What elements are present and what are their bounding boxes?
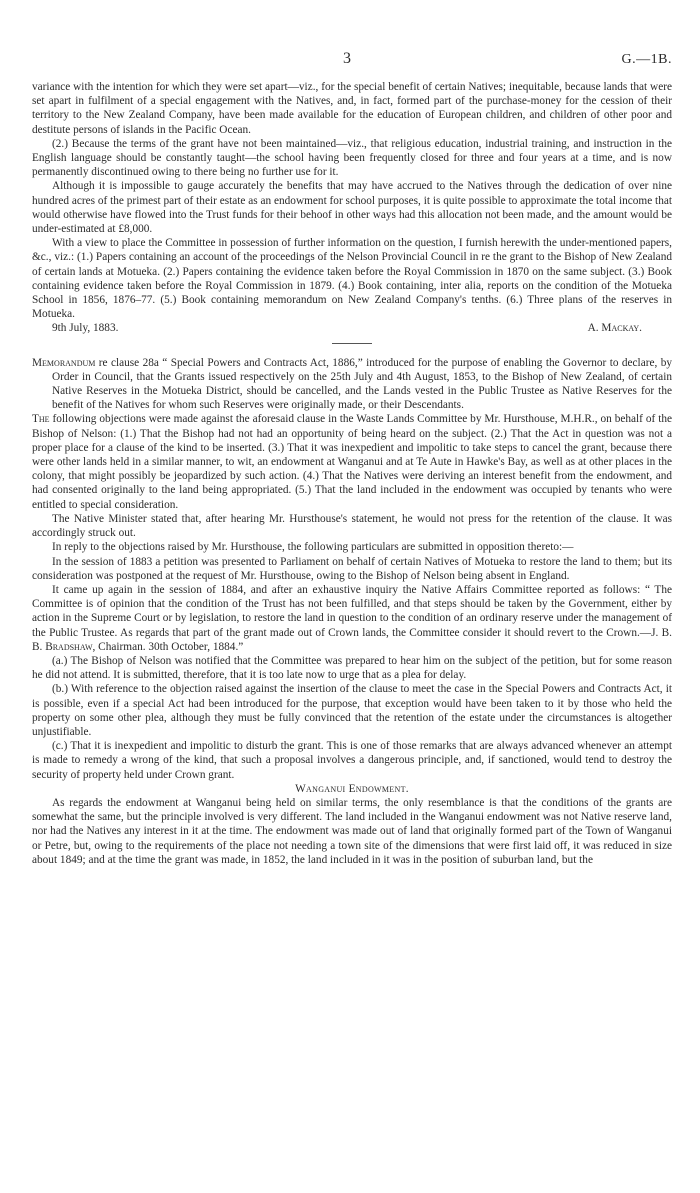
signoff-date: 9th July, 1883. <box>52 322 119 335</box>
paragraph-benefits: Although it is impossible to gauge accurately the benefits that may have accrued to the Natives through the dedication of over nine hundred acres of the primest part of their estate as an endowment for school purposes, it is quite possible to approximate the total income that would otherwise have flowed into the Trust funds for their behoof in other ways had this allocation not been made, and the amount would be under-estimated at £8,000. <box>32 180 672 236</box>
paragraph-variance: variance with the intention for which they were set apart—viz., for the special benefit of certain Natives; inequitable, because lands that were set apart in fulfilment of a special engagement with the Natives, and, in fact, formed part of the purchase-money for the cession of their territory to the New Zealand Company, have been made available for the education of European children, and children of other poor and destitute persons of islands in the Pacific Ocean. <box>32 81 672 136</box>
paragraph-objections <box>32 412 672 511</box>
session-1884-end: , Chairman. 30th October, 1884.” <box>92 640 244 653</box>
paragraph-wanganui: As regards the endowment at Wanganui being held on similar terms, the only resemblance is that the conditions of the grants are somewhat the same, but the principle involved is very different. The land included in the Wanganui endowment was not Native reserve land, nor had the Natives any interest in it at the time. The endowment was made out of land that originally formed part of the Town of Wanganui or Petre, but, owing to the requirements of the place not needing a town site of the dimensions that were first laid off, it was reduced in size about 1849; and at the time the grant was made, in 1852, the land included in it was in the position of suburban land, but the <box>32 796 672 866</box>
signoff <box>32 321 672 335</box>
signoff-signature: A. Mackay. <box>587 322 642 335</box>
paragraph-session-1883: In the session of 1883 a petition was presented to Parliament on behalf of certain Natives of Motueka to restore the land to them; but its consideration was postponed at the request of Mr. Hursthouse, owing to the Bishop of Nelson being absent in England. <box>32 555 672 582</box>
document-reference: G.—1B. <box>621 52 672 67</box>
paragraph-session-1884 <box>32 583 672 654</box>
paragraph-point-b: (b.) With reference to the objection raised against the insertion of the clause to meet the case in the Special Powers and Contracts Act, it is possible, even if a special Act had been introduced for the purpose, that exception would have been taken to it by those who held the property on some other plea, although they must be fully convinced that the retention of the estate under the circumstances is altogether unjustifiable. <box>32 683 672 738</box>
page-body <box>32 80 672 867</box>
memorandum-heading <box>32 356 672 413</box>
wanganui-heading: Wanganui Endowment. <box>295 782 409 795</box>
objections-lead-word: The <box>32 413 50 426</box>
objections-text: following objections were made against the aforesaid clause in the Waste Lands Committee by Mr. Hursthouse, M.H.R., on behalf of the Bishop of Nelson: (1.) That the Bishop had not had an opportunity of being heard on the subject. (2.) That the Act in question was not a proper place for a clause of the kind to be inserted. (3.) That it was inexpedient and impolitic to take steps to cancel the grant, because there were other lands held in a similar manner, to wit, an endowment at Wanganui and at Te Aute in Hawke's Bay, as well as at other places in the colony, that might possibly be jeopardized by such action. (4.) That the Natives were deriving an interest benefit from the endowment, and had consented originally to the land being appropriated. (5.) That the land included in the endowment was occupied by tenants who were entitled to special consideration. <box>32 413 672 511</box>
memorandum-lead-word: Memorandum <box>32 356 96 369</box>
session-1884-text: It came up again in the session of 1884, and after an exhaustive inquiry the Native Affairs Committee reported as follows: “ The Committee is of opinion that the condition of the Trust has not been fulfilled, and that steps should be taken by the Government, either by action in the Supreme Court or by legislation, to restore the land in question to the condition of an ordinary reserve under the management of the Public Trustee. As regards that part of the grant made out of Crown lands, the Committee consider it should revert to the Crown.—J. B. B. <box>32 583 672 653</box>
paragraph-native-minister: The Native Minister stated that, after hearing Mr. Hursthouse's statement, he would not press for the retention of the clause. It was accordingly struck out. <box>32 512 672 540</box>
paragraph-grant-terms: (2.) Because the terms of the grant have not been maintained—viz., that religious education, industrial training, and instruction in the English language should be constantly taught—the school having been frequently closed for three and four years at a time, and is now permanently discontinued owing to there being no further use for it. <box>32 137 672 179</box>
memorandum-heading-text: re clause 28a “ Special Powers and Contracts Act, 1886,” introduced for the purpose of enabling the Governor to declare, by Order in Council, that the Grants issued respectively on the 25th July and 4th August, 1853, to the Bishop of New Zealand, of certain Native Reserves in the Motueka District, should be cancelled, and the Lands vested in the Public Trustee as Native Reserves for the benefit of the Natives for whom such Reserves were originally made, or their Descendants. <box>52 356 673 412</box>
paragraph-papers-list: With a view to place the Committee in possession of further information on the question, I furnish herewith the under-mentioned papers, &c., viz.: (1.) Papers containing an account of the proceedings of the Nelson Provincial Council in re the grant to the Bishop of New Zealand of certain lands at Motueka. (2.) Papers containing the evidence taken before the Royal Commission in 1870 on the same subject. (3.) Book containing evidence taken before the Royal Commission in 1879. (4.) Book containing, inter alia, reports on the condition of the Motueka School in 1856, 1876–77. (5.) Book containing memorandum on New Zealand Company's tenths. (6.) Three plans of the reserves in Motueka. <box>32 237 672 321</box>
page-number: 3 <box>343 50 351 67</box>
paragraph-reply: In reply to the objections raised by Mr. Hursthouse, the following particulars are submitted in opposition thereto:— <box>52 541 574 554</box>
paragraph-point-c: (c.) That it is inexpedient and impolitic to disturb the grant. This is one of those remarks that are always advanced whenever an attempt is made to remedy a wrong of the kind, that such a proposal involves a dangerous principle, and, if sanctioned, would tend to destroy the security of property held under Crown grant. <box>32 740 672 781</box>
chairman-name: Bradshaw <box>45 640 93 653</box>
paragraph-point-a: (a.) The Bishop of Nelson was notified that the Committee was prepared to hear him on the subject of the petition, but for some reason he did not attend. It is submitted, therefore, that it is too late now to urge that as a plea for delay. <box>32 654 672 682</box>
section-divider <box>332 343 372 344</box>
